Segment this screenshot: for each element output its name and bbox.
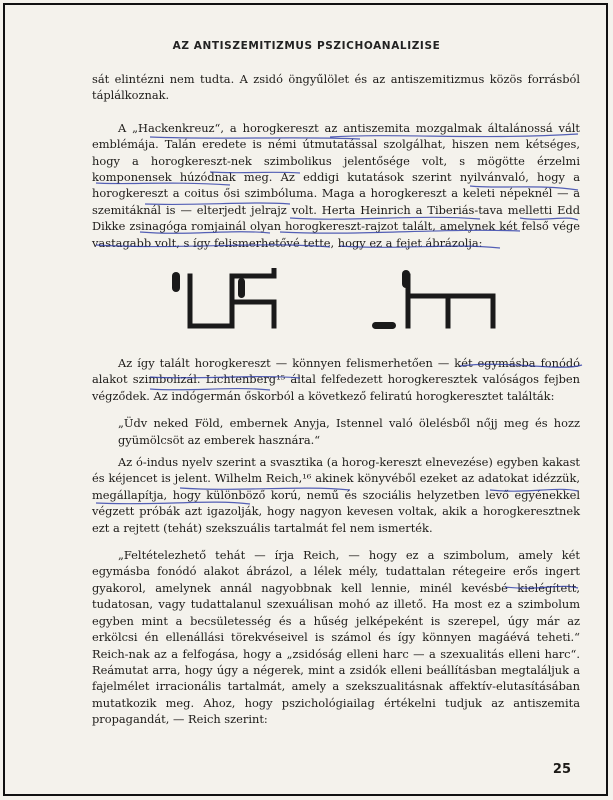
swastika-figure-right <box>368 268 518 348</box>
paragraph-svasztika: Az ó-indus nyelv szerint a svasztika (a horog-kereszt elnevezése) egyben kakast és kéjencet is jelent. Wilhelm Reich,¹⁶ akinek könyvéből ezeket az adatokat idézzük, megállapítja, hogy különböző korú, nemű és szociális helyzetben levő egyénekkel végzett próbák azt igazolják, hogy nagyon kevesen voltak, akik a horogkeresztnek ezt a rejtett (tehát) szekszuális tartalmát fel nem ismerték. <box>92 455 580 535</box>
text-block-bottom <box>92 355 580 728</box>
running-header: AZ ANTISZEMITIZMUS PSZICHOANALIZISE <box>172 40 441 52</box>
paragraph-lichtenberg: Az így talált horogkereszt — könnyen felismerhetően — két egymásba fonódó alakot szimbolizál. Lichtenberg¹⁵ által felfedezett horogkeresztek valóságos fejben végződek. Az indógermán őskorból a következő feliratú horogkeresztet találták: <box>92 356 580 403</box>
paragraph-1: sát elintézni nem tudta. A zsidó öngyűlölet és az antiszemitizmus közös forrásból táplálkoznak. <box>92 72 580 103</box>
quote-inscription: „Üdv neked Föld, embernek Anyja, Istennel való ölelésből nőjj meg és hozz gyümölcsöt az emberek hasznára.“ <box>118 416 580 447</box>
paragraph-hackenkreuz: A „Hackenkreuz“, a horogkereszt az antiszemita mozgalmak általánossá vált emblémája. Talán eredete is némi útmutatással szolgálhat, hiszen nem kétséges, hogy a horogkereszt-nek szimbolikus jelentősége volt, s mögötte érzelmi komponensek húzódnak meg. Az eddigi kutatások szerint nyilvánvaló, hogy a horogkereszt a coitus ősi szimbóluma. Maga a horogkereszt a keleti népeknél — a szemitáknál is — elterjedt jelrajz volt. Herta Heinrich a Tiberiás-tava melletti Edd Dikke zsinagóga romjainál olyan horogkereszt-rajzot talált, amelynek két felső vége vastagabb volt, s így felismerhetővé tette, hogy ez a fejet ábrázolja: <box>92 120 580 250</box>
swastika-figure-left <box>162 268 312 348</box>
swastika-left-drawing <box>162 268 312 348</box>
paragraph-reich: „Feltételezhető tehát — írja Reich, — hogy ez a szimbolum, amely két egymásba fonódó alakot ábrázol, a lélek mély, tudattalan rétegeire erős ingert gyakorol, amelynek annál nagyobbnak kell lennie, minél kevésbé kielégített, tudatosan, vagy tudattalanul szexuálisan mohó az illető. Ha most ez a szimbolum egyben mint a becsületesség és a hűség jelképeként is szerepel, úgy már az erkölcsi én ellenállási törekvéseivel is számol és így könnyen magáévá teheti.“ Reich-nak az a felfogása, hogy a „zsidóság elleni harc — a szexualitás elleni harc“. Reámutat arra, hogy úgy a négerek, mint a zsidók elleni beállításban megtaláljuk a fajelmélet irracionális tartalmát, amely a szekszualitásnak affektív-elutasításában mutatkozik meg. Ahoz, hogy pszichológiailag értékelni tudjuk az antiszemita propagandát, — Reich szerint: <box>92 548 580 727</box>
text-block-top <box>92 71 580 251</box>
swastika-right-drawing <box>368 268 518 348</box>
page-number: 25 <box>552 762 571 777</box>
